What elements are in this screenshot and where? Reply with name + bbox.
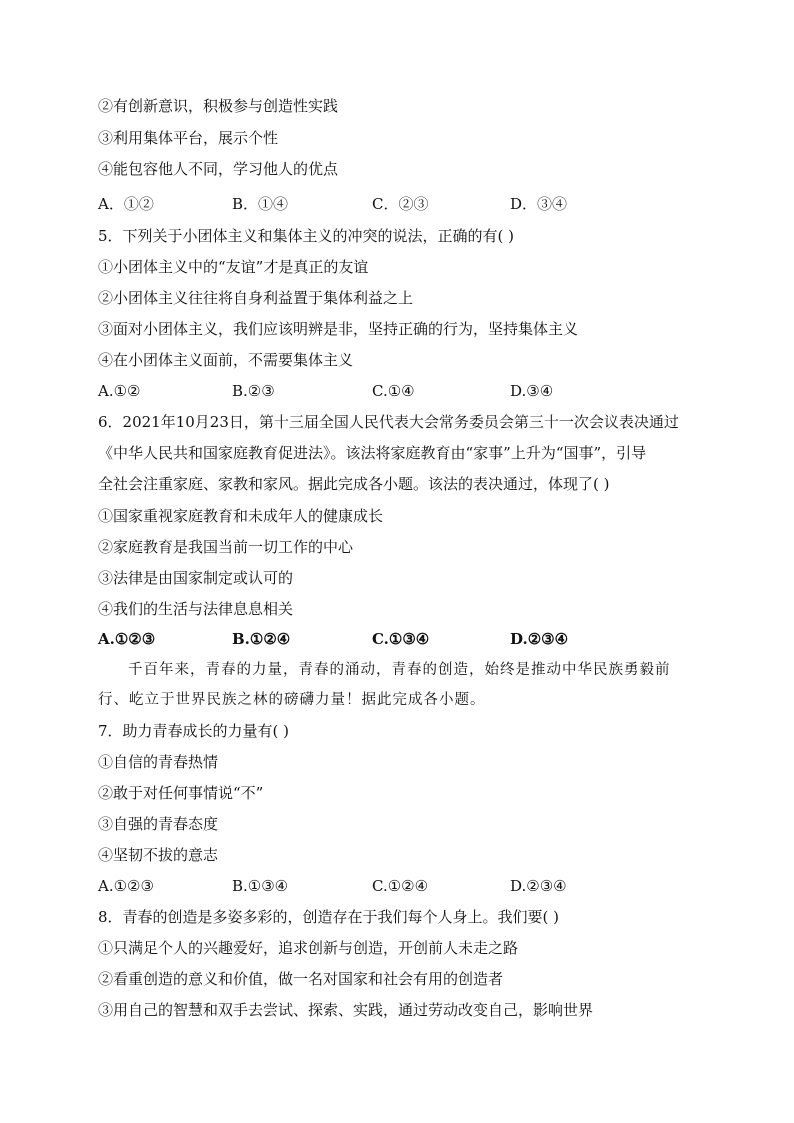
q6-option-a: A.①②③	[98, 630, 156, 648]
q4-options	[98, 193, 698, 215]
q8-stem: 8．青春的创造是多姿多彩的，创造存在于我们每个人身上。我们要( )	[98, 908, 560, 926]
q6-item-1: ①国家重视家庭教育和未成年人的健康成长	[98, 507, 384, 525]
q5-options	[98, 380, 698, 402]
q8-item-1: ①只满足个人的兴趣爱好，追求创新与创造，开创前人未走之路	[98, 939, 519, 957]
q5-item-3: ③面对小团体主义，我们应该明辨是非，坚持正确的行为，坚持集体主义	[98, 320, 579, 338]
q7-item-4: ④坚韧不拔的意志	[98, 846, 219, 864]
q7-item-1: ①自信的青春热情	[98, 753, 219, 771]
q5-option-b: B.②③	[232, 382, 275, 400]
q6-stem-line-1: 6．2021年10月23日，第十三届全国人民代表大会常务委员会第三十一次会议表决通过	[98, 413, 679, 431]
q7-item-3: ③自强的青春态度	[98, 815, 219, 833]
q7-option-d: D.②③④	[510, 877, 567, 895]
q6-options	[98, 628, 698, 650]
passage-line-2: 行、屹立于世界民族之林的磅礴力量！据此完成各小题。	[98, 692, 486, 708]
q4-item-2: ②有创新意识，积极参与创造性实践	[98, 97, 339, 115]
q4-item-3: ③利用集体平台，展示个性	[98, 129, 279, 147]
q6-stem-line-2: 《中华人民共和国家庭教育促进法》。该法将家庭教育由“家事”上升为“国事”，引导	[98, 444, 647, 462]
q6-option-d: D.②③④	[510, 630, 569, 648]
q8-item-3: ③用自己的智慧和双手去尝试、探索、实践，通过劳动改变自己，影响世界	[98, 1001, 594, 1019]
q5-option-a: A.①②	[98, 382, 141, 400]
q7-option-b: B.①③④	[232, 877, 289, 895]
q7-option-a: A.①②③	[98, 877, 154, 895]
q4-option-c: C．②③	[372, 195, 429, 213]
q6-item-4: ④我们的生活与法律息息相关	[98, 600, 294, 618]
q7-item-2: ②敢于对任何事情说“不”	[98, 784, 264, 802]
q4-option-a: A．①②	[98, 195, 154, 213]
q5-stem: 5．下列关于小团体主义和集体主义的冲突的说法，正确的有( )	[98, 227, 515, 245]
q7-stem: 7．助力青春成长的力量有( )	[98, 722, 290, 740]
q6-option-b: B.①②④	[232, 630, 291, 648]
q5-option-c: C.①④	[372, 382, 415, 400]
q6-item-2: ②家庭教育是我国当前一切工作的中心	[98, 538, 354, 556]
q6-option-c: C.①③④	[372, 630, 430, 648]
q5-item-4: ④在小团体主义面前，不需要集体主义	[98, 351, 354, 369]
q8-item-2: ②看重创造的意义和价值，做一名对国家和社会有用的创造者	[98, 970, 504, 988]
q5-item-2: ②小团体主义往往将自身利益置于集体利益之上	[98, 289, 414, 307]
q7-option-c: C.①②④	[372, 877, 429, 895]
q4-option-d: D．③④	[510, 195, 568, 213]
q6-stem-line-3: 全社会注重家庭、家教和家风。据此完成各小题。该法的表决通过，体现了( )	[98, 475, 610, 493]
passage-line-1: 千百年来，青春的力量，青春的涌动，青春的创造，始终是推动中华民族勇毅前	[128, 662, 671, 678]
q7-options	[98, 875, 698, 897]
q6-item-3: ③法律是由国家制定或认可的	[98, 569, 294, 587]
q4-option-b: B．①④	[232, 195, 289, 213]
q4-item-4: ④能包容他人不同，学习他人的优点	[98, 160, 339, 178]
q5-item-1: ①小团体主义中的“友谊”才是真正的友谊	[98, 258, 369, 276]
q5-option-d: D.③④	[510, 382, 554, 400]
